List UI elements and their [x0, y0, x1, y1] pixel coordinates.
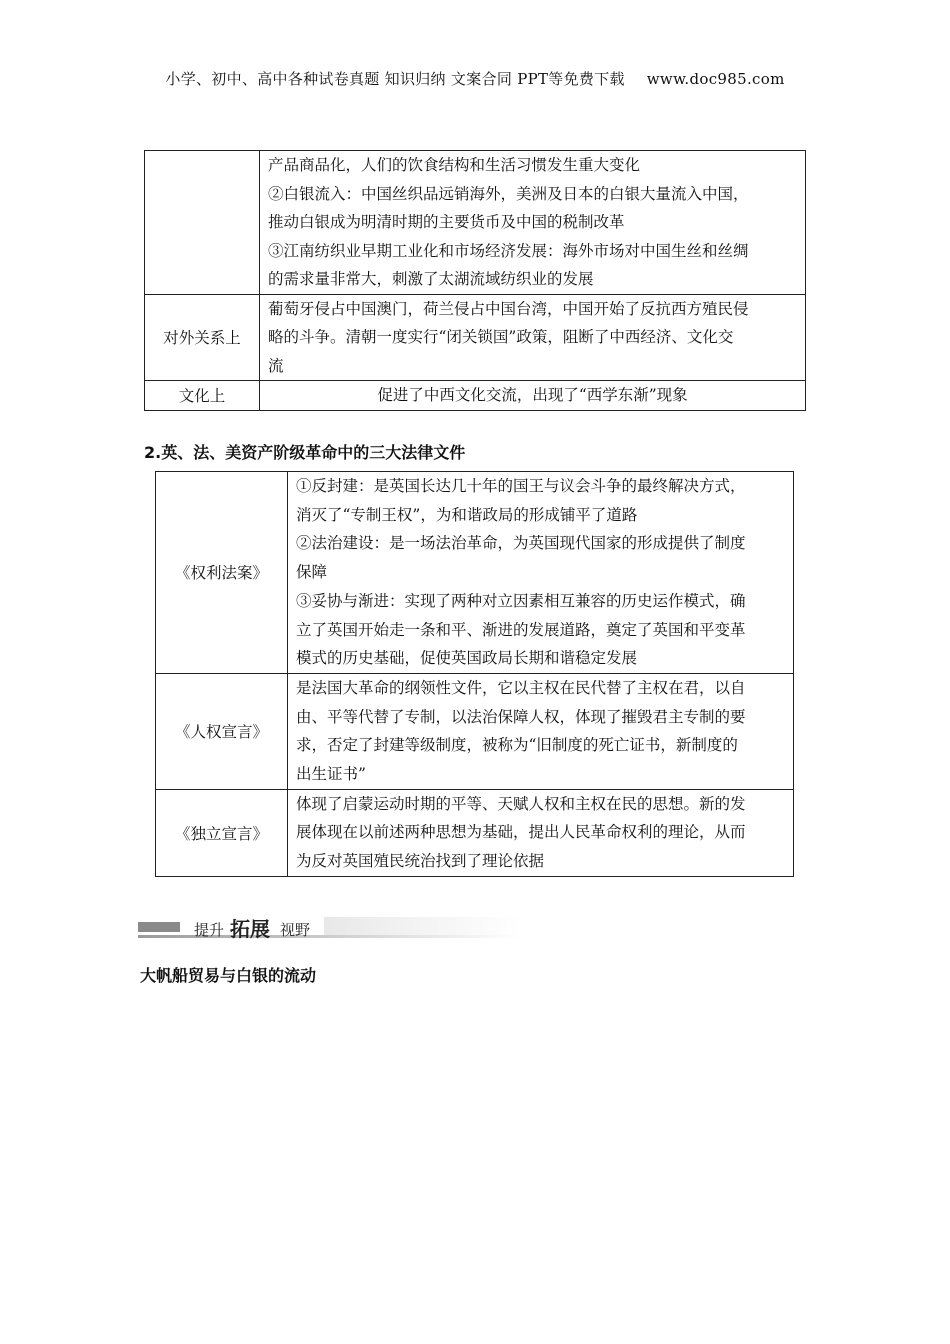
row-label: 《权利法案》	[156, 472, 288, 674]
section-banner	[138, 905, 520, 943]
content-line: 保障	[296, 563, 328, 582]
content-line: 是法国大革命的纲领性文件，它以主权在民代替了主权在君，以自	[296, 678, 746, 697]
content-line: 求，否定了封建等级制度，被称为“旧制度的死亡证书，新制度的	[296, 736, 738, 755]
row-label: 对外关系上	[145, 294, 260, 381]
banner-word-3: 视野	[280, 921, 311, 939]
content-line: 立了英国开始走一条和平、渐进的发展道路，奠定了英国和平变革	[296, 620, 746, 639]
legal-documents-table	[155, 471, 794, 877]
content-line: 展体现在以前述两种思想为基础，提出人民革命权利的理论，从而	[296, 823, 746, 842]
row-content	[288, 472, 794, 674]
content-line: 为反对英国殖民统治找到了理论依据	[296, 852, 545, 871]
banner-bar	[138, 922, 180, 932]
table-row	[156, 472, 794, 674]
banner-word-1: 提升	[194, 921, 225, 939]
content-line: 促进了中西文化交流，出现了“西学东渐”现象	[377, 386, 688, 404]
row-label: 《独立宣言》	[156, 789, 288, 876]
row-label: 文化上	[145, 381, 260, 411]
row-content	[260, 381, 806, 411]
table-row	[156, 789, 794, 876]
content-line: 的需求量非常大，刺激了太湖流域纺织业的发展	[268, 270, 594, 288]
content-line: 出生证书”	[296, 765, 366, 784]
section-title: 2.英、法、美资产阶级革命中的三大法律文件	[144, 443, 466, 462]
content-line: ①反封建：是英国长达几十年的国王与议会斗争的最终解决方式，	[296, 477, 746, 495]
content-line: 流	[268, 356, 284, 375]
header-text: 小学、初中、高中各种试卷真题 知识归纳 文案合同 PPT等免费下载	[165, 70, 625, 88]
content-line: 体现了启蒙运动时期的平等、天赋人权和主权在民的思想。新的发	[296, 794, 746, 813]
banner-word-2: 拓展	[230, 917, 270, 941]
table-row	[145, 151, 806, 295]
row-label: 《人权宣言》	[156, 673, 288, 789]
page-header	[0, 68, 950, 89]
content-line: 模式的历史基础，促使英国政局长期和谐稳定发展	[296, 649, 638, 668]
content-line: 由、平等代替了专制，以法治保障人权，体现了摧毁君主专制的要	[296, 707, 746, 726]
row-content	[260, 294, 806, 381]
subsection-title: 大帆船贸易与白银的流动	[140, 966, 317, 985]
content-line: 葡萄牙侵占中国澳门，荷兰侵占中国台湾，中国开始了反抗西方殖民侵	[268, 299, 749, 318]
table-row	[145, 294, 806, 381]
content-line: ②白银流入：中国丝织品远销海外，美洲及日本的白银大量流入中国，	[268, 184, 749, 203]
content-line: 产品商品化，人们的饮食结构和生活习惯发生重大变化	[268, 156, 641, 174]
table-row	[145, 381, 806, 411]
table-row	[156, 673, 794, 789]
content-line: ③妥协与渐进：实现了两种对立因素相互兼容的历史运作模式，确	[296, 591, 746, 610]
row-content	[288, 789, 794, 876]
row-content	[288, 673, 794, 789]
content-line: ②法治建设：是一场法治革命，为英国现代国家的形成提供了制度	[296, 534, 746, 553]
content-line: 消灭了“专制王权”，为和谐政局的形成铺平了道路	[296, 505, 638, 524]
content-line: ③江南纺织业早期工业化和市场经济发展：海外市场对中国生丝和丝绸	[268, 241, 749, 260]
content-line: 略的斗争。清朝一度实行“闭关锁国”政策，阻断了中西经济、文化交	[268, 328, 734, 346]
row-content	[260, 151, 806, 295]
banner-shade	[324, 917, 520, 935]
row-label	[145, 151, 260, 295]
content-line: 推动白银成为明清时期的主要货币及中国的税制改革	[268, 213, 625, 231]
header-site: www.doc985.com	[646, 70, 785, 88]
trade-impact-table	[144, 150, 806, 411]
